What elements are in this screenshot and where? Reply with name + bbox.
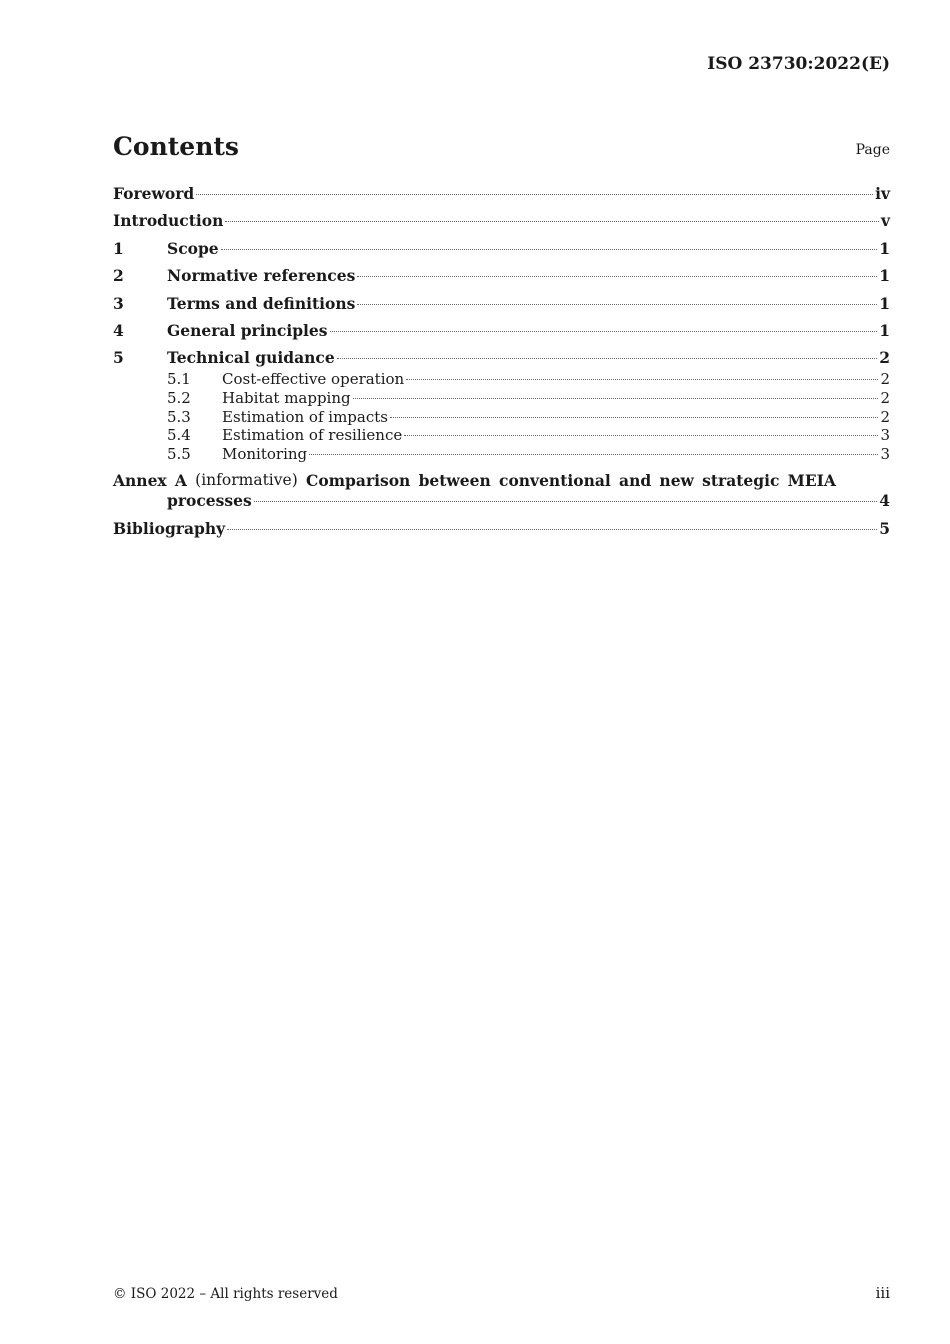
toc-entry-introduction[interactable] [113, 211, 890, 230]
toc-number: 4 [113, 320, 124, 340]
annex-word: and [619, 471, 652, 491]
toc-entry-annex-a[interactable] [113, 471, 890, 510]
toc-page: 1 [879, 293, 890, 313]
toc-page: iv [875, 184, 890, 203]
toc-title: Estimation of resilience [222, 426, 403, 445]
toc-title: Normative references [167, 266, 356, 286]
annex-word: MEIA [787, 471, 836, 491]
dot-leader [196, 194, 873, 195]
toc-number: 5.1 [167, 370, 191, 389]
dot-leader [404, 435, 878, 436]
dot-leader [309, 454, 878, 455]
dot-leader [254, 501, 878, 502]
annex-word: new [659, 471, 694, 491]
toc-page: 1 [879, 238, 890, 258]
toc-title: Habitat mapping [222, 388, 351, 407]
toc-page: 1 [879, 320, 890, 340]
toc-number: 1 [113, 238, 124, 258]
toc-number: 5.2 [167, 388, 191, 407]
dot-leader [330, 331, 878, 332]
footer-copyright: © ISO 2022 – All rights reserved [113, 1286, 338, 1302]
table-of-contents [113, 184, 890, 546]
annex-word: Comparison [305, 471, 411, 491]
toc-entry-cost-effective-operation[interactable] [113, 370, 890, 388]
toc-title: Terms and definitions [167, 293, 356, 313]
toc-title: Technical guidance [167, 348, 335, 368]
annex-title-line [113, 471, 890, 490]
toc-page: 3 [880, 444, 890, 463]
toc-number: 2 [113, 266, 124, 286]
dot-leader [337, 358, 878, 359]
annex-type: (informative) [195, 471, 298, 490]
toc-title: Introduction [113, 211, 224, 231]
toc-page: v [880, 211, 890, 231]
toc-number: 3 [113, 293, 124, 313]
toc-entry-technical-guidance[interactable] [113, 348, 890, 367]
toc-entry-bibliography[interactable] [113, 519, 890, 538]
document-id: ISO 23730:2022(E) [707, 54, 890, 74]
dot-leader [227, 529, 877, 530]
toc-title: Scope [167, 238, 219, 258]
dot-leader [390, 417, 878, 418]
toc-entry-monitoring[interactable] [113, 445, 890, 463]
dot-leader [406, 379, 878, 380]
toc-entry-scope[interactable] [113, 239, 890, 258]
toc-entry-terms-definitions[interactable] [113, 294, 890, 313]
toc-title: General principles [167, 320, 328, 340]
dot-leader [357, 276, 877, 277]
annex-word: conventional [499, 471, 611, 491]
annex-word: Annex [113, 471, 167, 491]
toc-page: 3 [880, 426, 890, 445]
toc-title: Cost-effective operation [222, 370, 405, 389]
annex-word: between [418, 471, 491, 491]
toc-entry-habitat-mapping[interactable] [113, 389, 890, 407]
toc-entry-estimation-of-impacts[interactable] [113, 408, 890, 426]
toc-page: 4 [879, 491, 890, 511]
toc-entry-estimation-of-resilience[interactable] [113, 426, 890, 444]
toc-page: 1 [879, 266, 890, 286]
dot-leader [225, 221, 879, 222]
toc-page: 5 [879, 518, 890, 538]
toc-entry-foreword[interactable] [113, 184, 890, 203]
page-column-label: Page [855, 142, 890, 158]
toc-entry-general-principles[interactable] [113, 321, 890, 340]
toc-number: 5.4 [167, 426, 191, 445]
toc-page: 2 [879, 348, 890, 368]
toc-entry-normative-references[interactable] [113, 266, 890, 285]
toc-number: 5.3 [167, 407, 191, 426]
annex-word: strategic [702, 471, 780, 491]
toc-page: 2 [880, 370, 890, 389]
toc-number: 5 [113, 348, 124, 368]
dot-leader [357, 304, 877, 305]
toc-page: 2 [880, 388, 890, 407]
toc-title: Monitoring [222, 444, 308, 463]
dot-leader [353, 398, 879, 399]
toc-number: 5.5 [167, 444, 191, 463]
toc-title: Bibliography [113, 518, 226, 538]
toc-title: Estimation of impacts [222, 407, 388, 426]
annex-word: A [174, 471, 187, 491]
dot-leader [221, 249, 878, 250]
contents-heading: Contents [113, 132, 240, 161]
toc-page: 2 [880, 407, 890, 426]
footer-page-number: iii [875, 1284, 890, 1302]
annex-title-continuation [113, 491, 890, 510]
toc-title: processes [167, 491, 252, 511]
toc-title: Foreword [113, 184, 195, 203]
